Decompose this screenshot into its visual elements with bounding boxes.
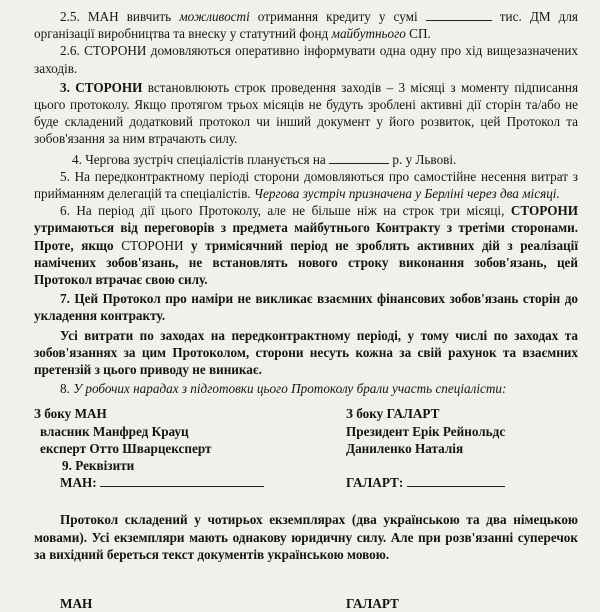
clause-text: тис. ДМ для організації виробництва та внеску у статутний фонд bbox=[34, 9, 578, 42]
clause-4 bbox=[34, 151, 578, 168]
clause-text-italic: У робочих нарадах з підготовки цього Протоколу брали участь спеціалісти: bbox=[73, 381, 507, 397]
party-heading: З боку ГАЛАРТ bbox=[346, 406, 440, 422]
participant: експерт Отто Шварцексперт bbox=[40, 440, 212, 456]
requisite-blank bbox=[407, 474, 505, 487]
costs-paragraph: Усі витрати по заходах на передконтрактному періоді, у тому числі по заходах та зобов'язаннях за цим Протоколом, сторони несуть кожна за свій рахунок та взаємних претензій з цього приводу не виникає. bbox=[34, 327, 578, 378]
clause-lead: 3. СТОРОНИ bbox=[60, 79, 148, 95]
requisites-galart bbox=[346, 474, 578, 491]
clause-text: 6. На період дії цього Протоколу, але не більше ніж на строк три місяці, bbox=[60, 203, 511, 219]
clause-number: 8. bbox=[60, 381, 74, 397]
requisites-man bbox=[34, 474, 346, 491]
clause-text: р. у Львові. bbox=[392, 151, 457, 167]
clause-8 bbox=[34, 380, 578, 397]
signature-galart bbox=[346, 595, 578, 612]
clause-text-italic: Чергова зустріч призначена у Берліні через два місяці. bbox=[253, 186, 560, 202]
requisite-blank bbox=[100, 474, 264, 487]
requisite-label: МАН: bbox=[60, 475, 97, 491]
copies-paragraph: Протокол складений у чотирьох екземплярах (два українською та два німецькою мовами). Усі екземпляри мають однакову юридичну силу. Але при розв'язанні суперечок за вихідний береться текст документів українською мовою. bbox=[34, 512, 578, 562]
signature-label: МАН bbox=[60, 596, 93, 612]
participant: Даниленко Наталія bbox=[346, 440, 464, 456]
clause-2-5 bbox=[34, 8, 578, 42]
participants-galart bbox=[346, 405, 578, 457]
requisite-label: ГАЛАРТ: bbox=[346, 475, 404, 491]
date-blank bbox=[329, 151, 389, 164]
clause-number: 2.5. bbox=[60, 9, 80, 24]
clause-text-bold: утримаються від переговорів з предмета майбутнього Контракту з третіми сторонами. Проте, якщо bbox=[34, 220, 578, 253]
clause-7: 7. Цей Протокол про наміри не викликає взаємних фінансових зобов'язань сторін до укладення контракту. bbox=[34, 291, 578, 324]
participants bbox=[34, 405, 578, 457]
parties-bold: СТОРОНИ bbox=[510, 203, 578, 219]
clause-2-6: 2.6. СТОРОНИ домовляються оперативно інформувати одна одну про хід вищезазначених заходів. bbox=[34, 43, 578, 76]
party-heading: З боку МАН bbox=[34, 406, 107, 422]
participants-man bbox=[34, 405, 346, 457]
clause-9: 9. Реквізити bbox=[62, 458, 135, 474]
requisites bbox=[34, 474, 578, 491]
participant: Президент Ерік Рейнольдс bbox=[346, 423, 506, 439]
clause-text-bold: у тримісячний період не зроблять активних дій з реалізації намічених зобов'язань, не встановлять нового строку виконання зобов'язань, цей Протокол втрачає свою силу. bbox=[34, 237, 578, 288]
signature-man bbox=[34, 595, 346, 612]
signature-label: ГАЛАРТ bbox=[346, 596, 399, 612]
clause-text: встановлюють строк проведення заходів – 3 місяці з моменту підписання цього протоколу. Якщо протягом трьох місяців не будуть зроблені активні дії сторін та/або не буде складений додатковий протокол чи інший документ у його розвиток, цей Протокол та зобов'язання за ним втрачають силу. bbox=[34, 79, 579, 147]
clause-3 bbox=[34, 79, 578, 148]
clause-text: 4. Чергова зустріч спеціалістів планується на bbox=[72, 151, 326, 167]
clause-text: 5. На передконтрактному періоді сторони домовляються про самостійне несення витрат з прийманням делегацій та спеціалістів. bbox=[34, 168, 578, 202]
clause-text-italic: майбутнього bbox=[331, 26, 406, 42]
signatures bbox=[34, 595, 578, 612]
participant: власник Манфред Крауц bbox=[40, 423, 189, 439]
amount-blank bbox=[426, 8, 492, 21]
clause-text-italic: можливості bbox=[179, 9, 250, 24]
clause-5 bbox=[34, 168, 578, 202]
clause-text: отримання кредиту у сумі bbox=[249, 9, 418, 24]
parties: СТОРОНИ bbox=[121, 237, 184, 253]
clause-text: МАН вивчить bbox=[79, 9, 180, 24]
clause-text: СП. bbox=[405, 26, 431, 42]
clause-6 bbox=[34, 202, 578, 288]
